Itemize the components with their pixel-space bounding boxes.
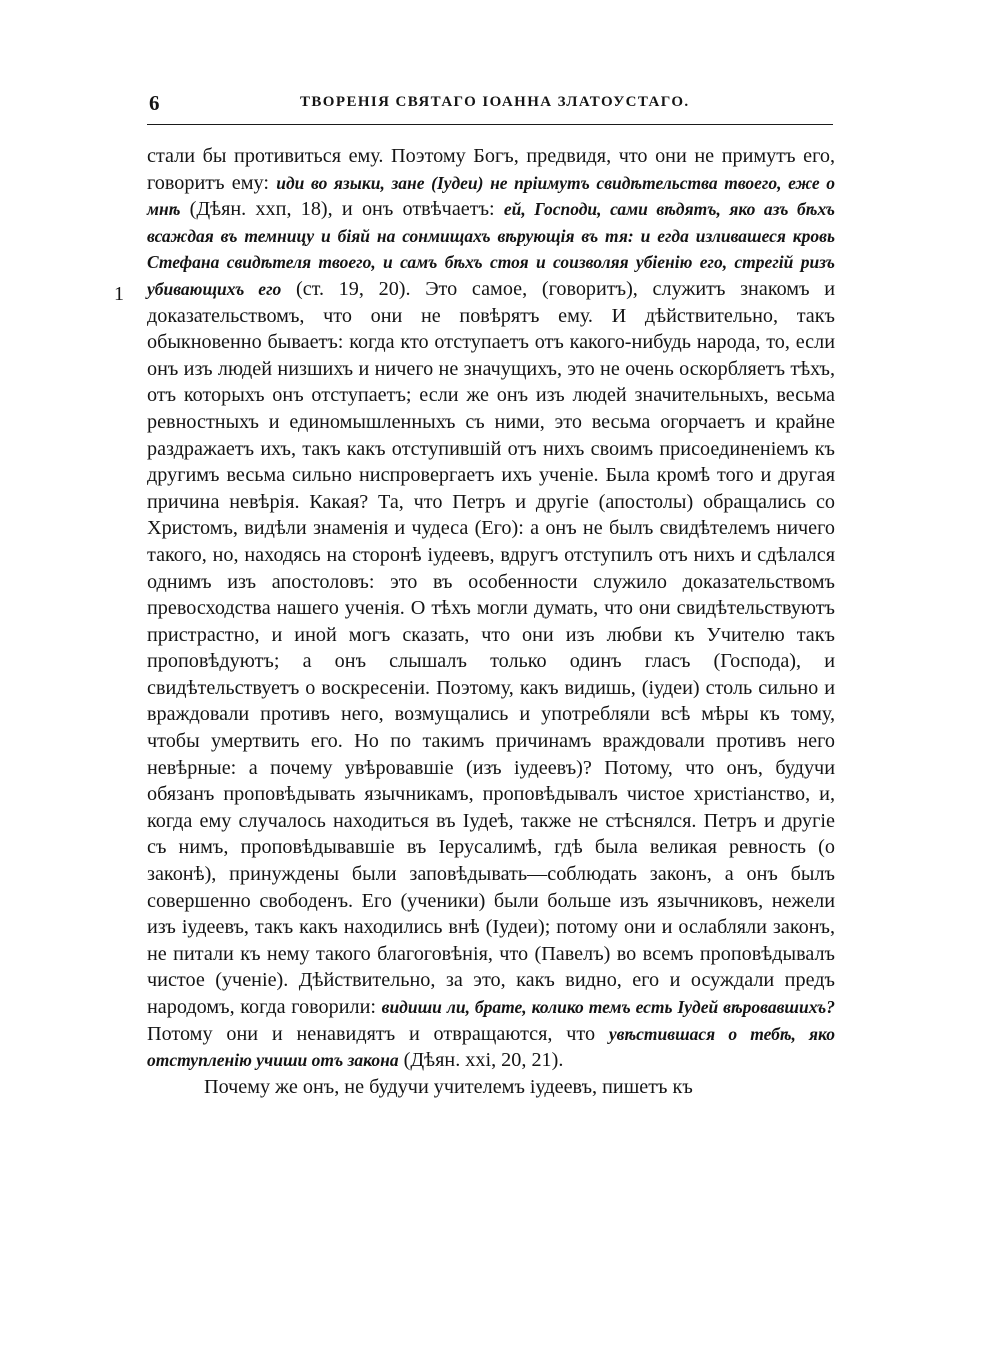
page-number: 6 bbox=[149, 91, 160, 115]
text-segment: (ст. 19, 20). Это самое, (говоритъ), служитъ знакомъ и доказательствомъ, что они не повѣрятъ ему. И дѣйствительно, такъ обыкновенно бываетъ: когда кто отступаетъ отъ какого-нибудь народа, то, если онъ изъ людей низшихъ и ничего не значущихъ, это не очень оскорбляетъ тѣхъ, отъ которыхъ онъ отступаетъ; если же онъ изъ людей значительныхъ, весьма ревностныхъ и единомышленныхъ съ ними, это весьма огорчаетъ и крайне раздражаетъ ихъ, такъ какъ отступившій отъ нихъ своимъ присоединеніемъ къ другимъ весьма сильно ниспровергаетъ ихъ ученіе. Была кромѣ того и другая причина невѣрія. Какая? Та, что Петръ и другіе (апостолы) обращались со Христомъ, видѣли знаменія и чудеса (Его): а онъ не былъ свидѣтелемъ ничего такого, но, находясь на сторонѣ іудеевъ, вдругъ отступилъ отъ нихъ и сдѣлался однимъ изъ апостоловъ: это въ особенности служило доказательствомъ превосходства нашего ученія. О тѣхъ могли думать, что они свидѣтельствуютъ пристрастно, и иной могъ сказать, что они изъ любви къ Учителю такъ проповѣдуютъ; а онъ слышалъ только одинъ гласъ (Господа), и свидѣтельствуетъ о воскресеніи. Поэтому, какъ видишь, (іудеи) столь сильно и враждовали противъ него, возмущались и употребляли всѣ мѣры къ тому, чтобы умертвить его. Но по такимъ причинамъ враждовали противъ него невѣрные: а почему увѣровавшіе (изъ іудеевъ)? Потому, что онъ, будучи обязанъ проповѣдывать язычникамъ, проповѣдывалъ чистое христіанство, и, когда ему случалось находиться въ Іудеѣ, также не стѣснялся. Петръ и другіе съ нимъ, проповѣдывавшіе въ Іерусалимѣ, гдѣ была великая ревность (о законѣ), принуждены были заповѣдывать—соблюдать законъ, а онъ былъ совершенно свободенъ. Его (ученики) были больше изъ язычниковъ, нежели изъ іудеевъ, такъ какъ находились внѣ (Іудеи); потому они и ослабляли законъ, не питали къ нему такого благоговѣнія, что (Павелъ) во всемъ проповѣдывалъ чистое (ученіе). Дѣйствительно, за это, какъ видно, его и осуждали предъ народомъ, когда говорили: bbox=[147, 277, 836, 1018]
scripture-citation: ей, Господи, сами вѣдятъ, яко азъ бѣхъ всаждая въ темницу и біяй на сонмищахъ вѣрующія въ тя: и егда изливашеся кровь Стефана свидѣтеля твоего, и самъ бѣхъ стоя и соизволяя убіенію его, стрегій ризъ убивающихъ его bbox=[147, 199, 835, 299]
text-segment: стали бы противиться ему. Поэтому Богъ, предвидя, что они не примутъ его, говоритъ ему: bbox=[147, 145, 835, 194]
scripture-citation: увѣстившася о тебѣ, яко отступленію учиши отъ закона bbox=[147, 1023, 836, 1071]
text-segment: Потому они и ненавидятъ и отвращаются, что bbox=[147, 1022, 609, 1045]
header-rule bbox=[147, 124, 833, 125]
scripture-citation: видиши ли, брате, колико темъ есть Іудей вѣровавшихъ? bbox=[381, 997, 836, 1017]
paragraph-2 bbox=[147, 1074, 835, 1101]
text-segment: (Дѣян. ххі, 20, 21). bbox=[398, 1049, 564, 1072]
scripture-citation: иди во языки, зане (Іудеи) не пріимутъ свидѣтельства твоего, еже о мнѣ bbox=[147, 172, 835, 220]
body-text bbox=[147, 143, 835, 1100]
running-title: ТВОРЕНІЯ СВЯТАГО ІОАННА ЗЛАТОУСТАГО. bbox=[300, 94, 690, 110]
margin-note: 1 bbox=[114, 283, 124, 305]
paragraph-1 bbox=[147, 143, 835, 1074]
text-segment: Почему же онъ, не будучи учителемъ іудеевъ, пишетъ къ bbox=[204, 1075, 693, 1098]
text-segment: (Дѣян. ххп, 18), и онъ отвѣчаетъ: bbox=[180, 198, 504, 221]
